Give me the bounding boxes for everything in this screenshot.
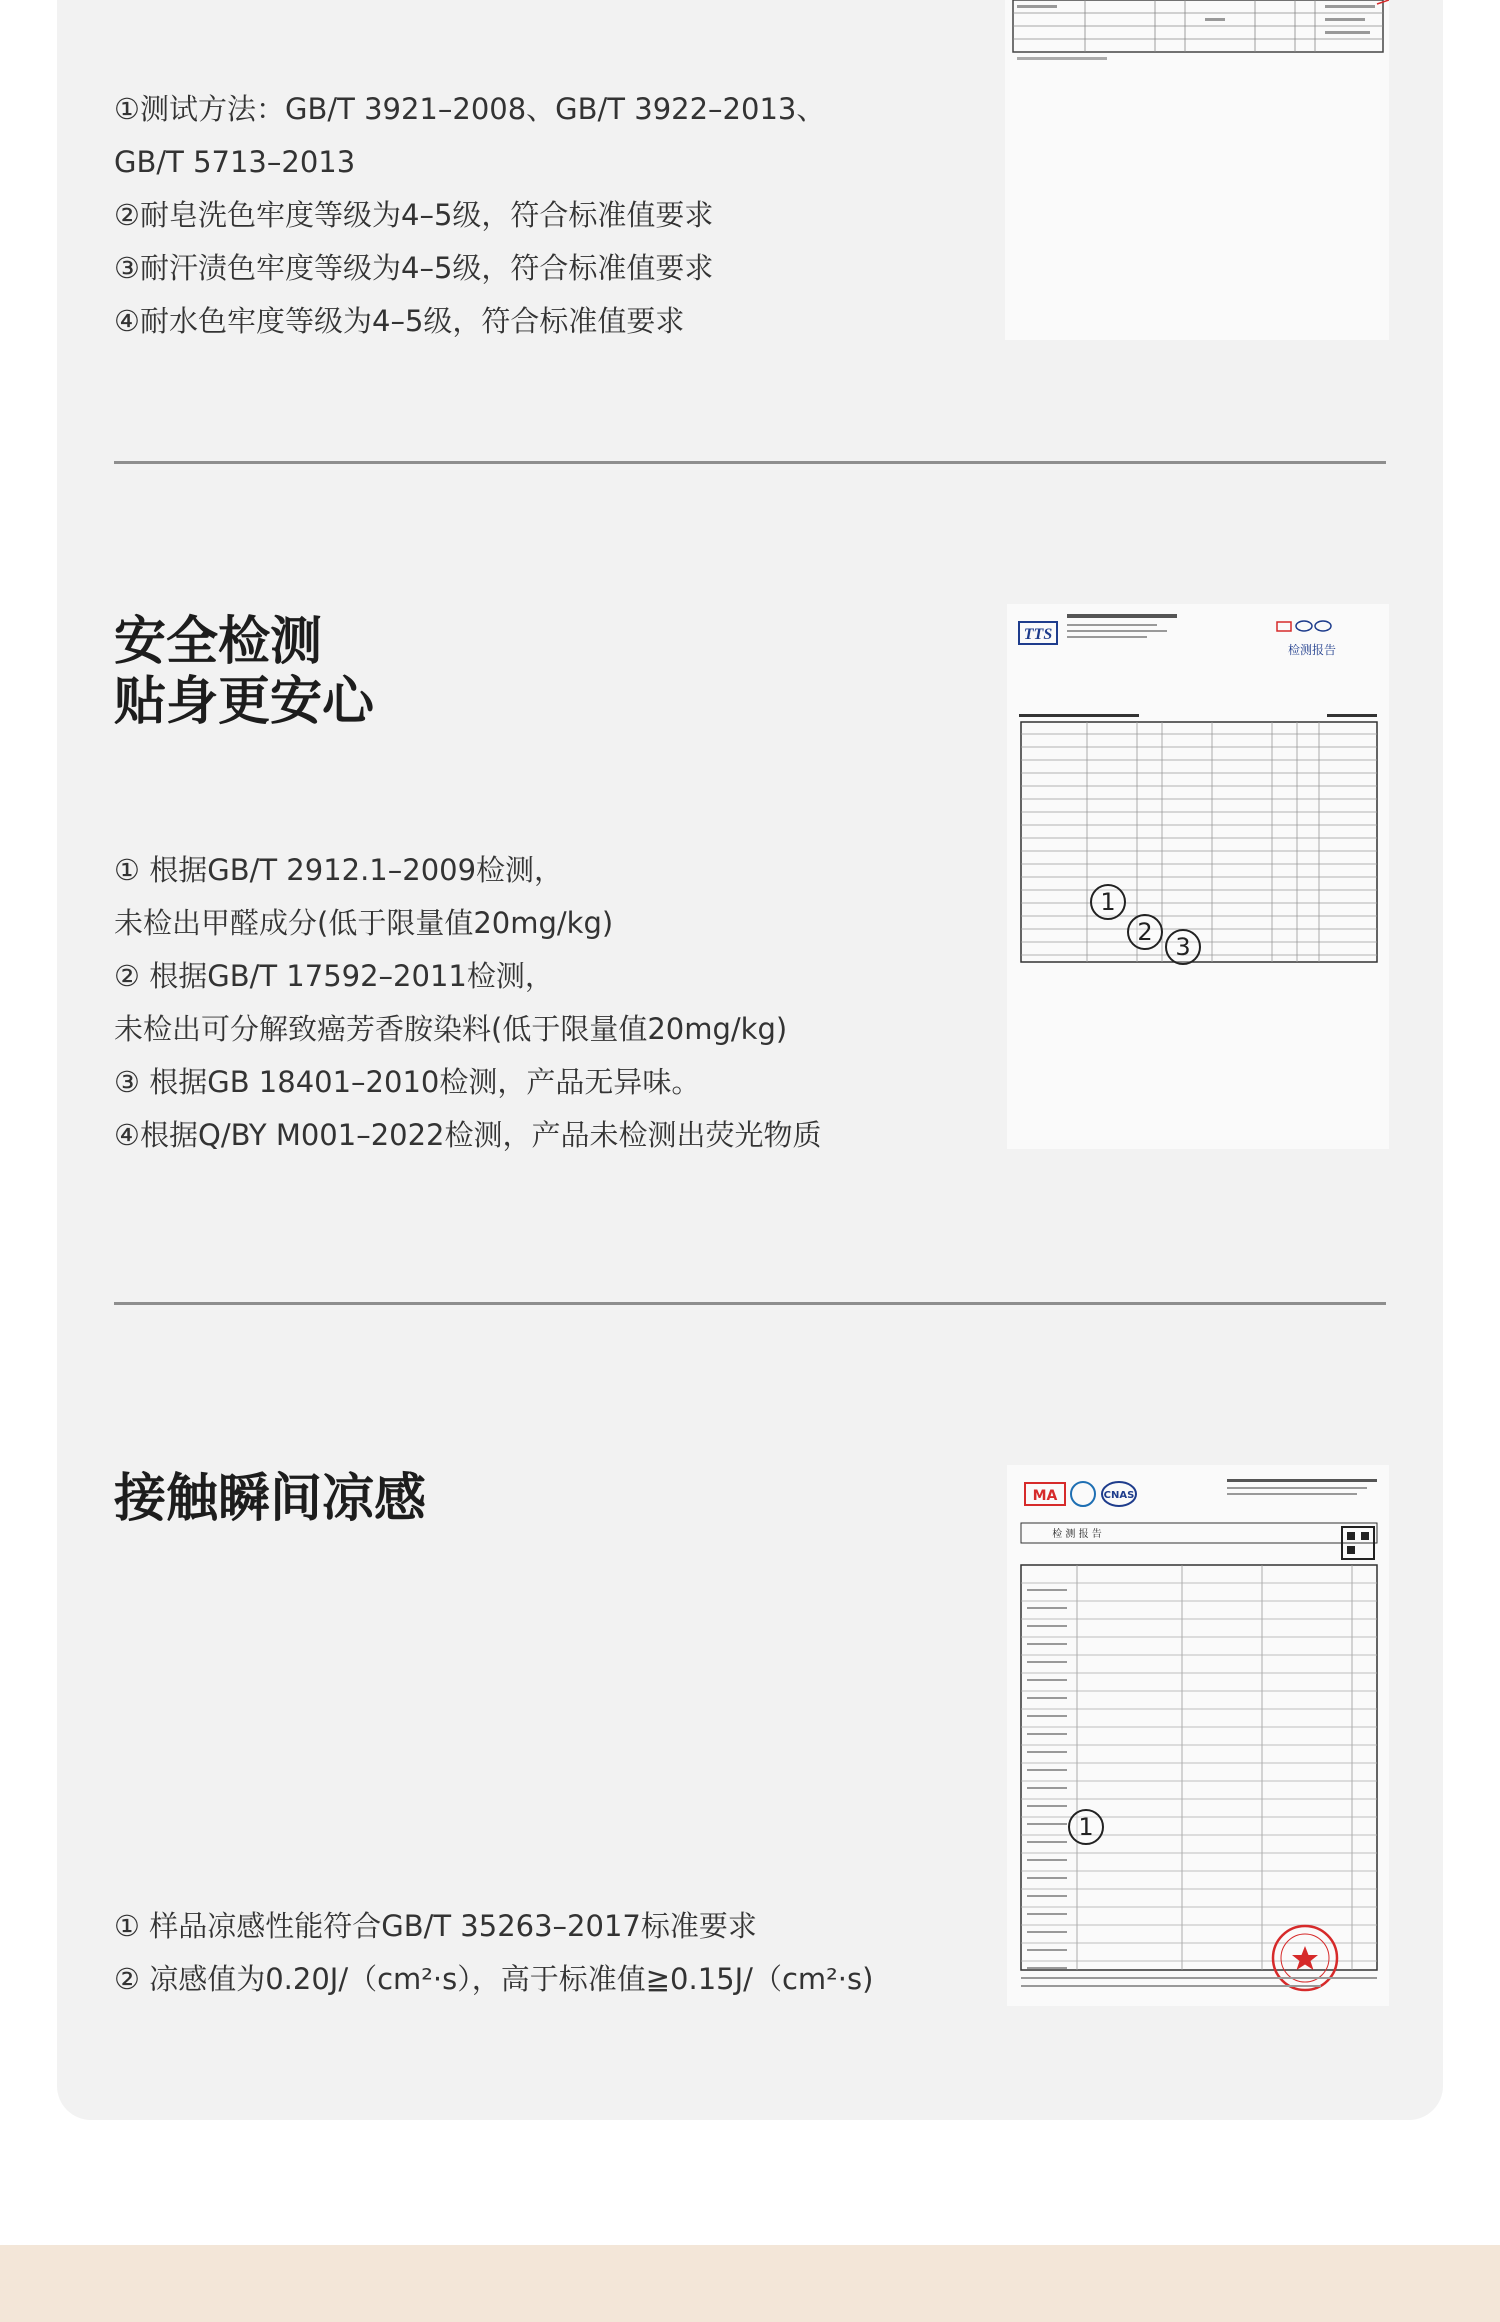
- report-text-placeholder: [1027, 1607, 1067, 1609]
- report-text-placeholder: [1027, 1787, 1067, 1789]
- colorfastness-notes: [114, 83, 825, 348]
- note-line: ④耐水色牢度等级为4–5级，符合标准值要求: [114, 304, 685, 338]
- report-text-placeholder: [1027, 1895, 1067, 1897]
- marker-1: 1: [1068, 1809, 1104, 1845]
- safety-heading: [114, 612, 374, 732]
- note-line: 未检出甲醛成分(低于限量值20mg/kg): [114, 906, 614, 940]
- report-text-placeholder: [1027, 1805, 1067, 1807]
- safety-report-image: [1007, 604, 1389, 1149]
- note-line: ① 根据GB/T 2912.1–2009检测，: [114, 853, 564, 887]
- report-text-placeholder: [1027, 1643, 1067, 1645]
- report-text-placeholder: [1027, 1949, 1067, 1951]
- marker-2: 2: [1127, 914, 1163, 950]
- report-text-placeholder: [1027, 1967, 1067, 1969]
- note-line: ②耐皂洗色牢度等级为4–5级，符合标准值要求: [114, 198, 714, 232]
- report-text-placeholder: [1027, 1715, 1067, 1717]
- report-title: 检 测 报 告: [1052, 1529, 1102, 1540]
- report-text-placeholder: [1027, 1679, 1067, 1681]
- report-text-placeholder: [1027, 1589, 1067, 1591]
- section-divider: [114, 461, 1386, 464]
- note-line: ① 样品凉感性能符合GB/T 35263–2017标准要求: [114, 1909, 757, 1943]
- report-text-placeholder: [1027, 1661, 1067, 1663]
- cooling-report-image: [1007, 1465, 1389, 2006]
- note-line: ② 根据GB/T 17592–2011检测，: [114, 959, 554, 993]
- report-text-placeholder: [1027, 1931, 1067, 1933]
- note-line: GB/T 5713–2013: [114, 145, 356, 179]
- cooling-notes: [114, 1900, 873, 2006]
- report-text-placeholder: [1027, 1823, 1067, 1825]
- note-line: ③ 根据GB 18401–2010检测，产品无异味。: [114, 1065, 701, 1099]
- note-line: ② 凉感值为0.20J/（cm²·s），高于标准值≧0.15J/（cm²·s): [114, 1962, 874, 1996]
- report-text-placeholder: [1027, 1769, 1067, 1771]
- badge-cnas: CNAS: [1103, 1490, 1135, 1501]
- report-text-placeholder: [1027, 1751, 1067, 1753]
- marker-1: 1: [1090, 884, 1126, 920]
- report-text-placeholder: [1027, 1733, 1067, 1735]
- colorfastness-report-image: [1005, 0, 1389, 340]
- report-text-placeholder: [1027, 1625, 1067, 1627]
- report-text-placeholder: [1027, 1697, 1067, 1699]
- report-text-placeholder: [1027, 1877, 1067, 1879]
- report-text-placeholder: [1027, 1841, 1067, 1843]
- note-line: ①测试方法：GB/T 3921–2008、GB/T 3922–2013、: [114, 92, 826, 126]
- report-text-placeholder: [1027, 1913, 1067, 1915]
- heading-line: 贴身更安心: [114, 672, 375, 732]
- marker-3: 3: [1165, 929, 1201, 965]
- note-line: ③耐汗渍色牢度等级为4–5级，符合标准值要求: [114, 251, 714, 285]
- safety-notes: [114, 844, 822, 1162]
- section-divider: [114, 1302, 1386, 1305]
- heading-line: 安全检测: [114, 612, 323, 672]
- report-text-placeholder: [1027, 1859, 1067, 1861]
- note-line: 未检出可分解致癌芳香胺染料(低于限量值20mg/kg): [114, 1012, 788, 1046]
- report-logo: TTS: [1023, 626, 1053, 643]
- report-title: 检测报告: [1287, 643, 1337, 657]
- cooling-heading: [114, 1469, 426, 1529]
- bottom-band: [0, 2245, 1500, 2322]
- badge-ma: MA: [1032, 1488, 1058, 1504]
- heading-line: 接触瞬间凉感: [114, 1469, 427, 1529]
- note-line: ④根据Q/BY M001–2022检测，产品未检测出荧光物质: [114, 1118, 822, 1152]
